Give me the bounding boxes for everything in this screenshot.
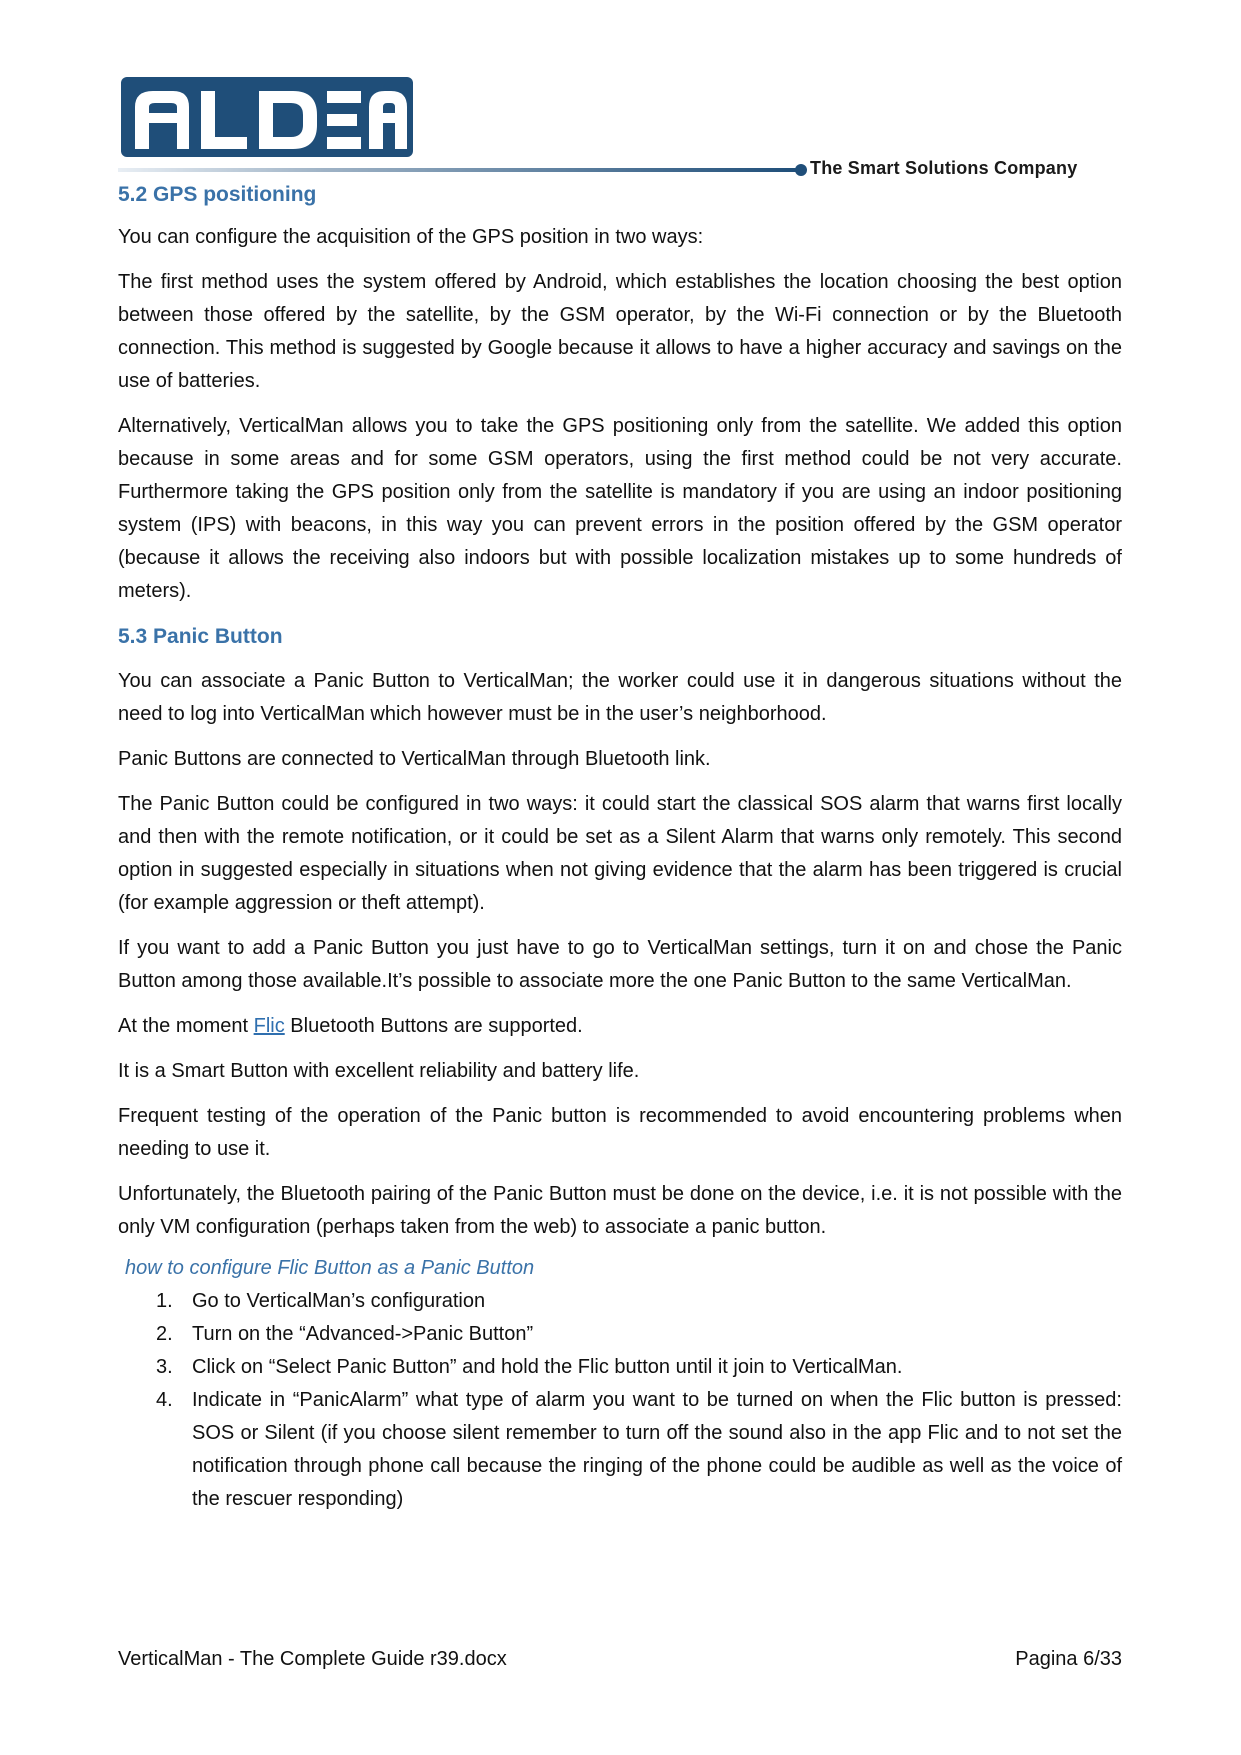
paragraph: Panic Buttons are connected to VerticalMan through Bluetooth link. xyxy=(118,748,711,770)
step-number: 3. xyxy=(156,1356,173,1378)
footer-document-name: VerticalMan - The Complete Guide r39.docx xyxy=(118,1648,507,1670)
document-body xyxy=(118,178,1122,1516)
list-item xyxy=(118,1285,1122,1318)
list-item xyxy=(118,1318,1122,1351)
header-rule-dot-icon xyxy=(795,164,807,176)
company-tagline: The Smart Solutions Company xyxy=(810,158,1078,178)
paragraph: Alternatively, VerticalMan allows you to take the GPS positioning only from the satellite. We added this option because in some areas and for some GSM operators, using the first method could be not very accurate. Furthermore taking the GPS position only from the satellite is mandatory if you are using an indoor positioning system (IPS) with beacons, in this way you can prevent errors in the position offered by the GSM operator (because it allows the receiving also indoors but with possible localization mistakes up to some hundreds of meters). xyxy=(118,415,1122,602)
flic-link[interactable]: Flic xyxy=(253,1015,285,1037)
page-footer xyxy=(118,1648,1122,1671)
heading-panic-button: 5.3 Panic Button xyxy=(118,625,283,648)
list-item xyxy=(118,1384,1122,1516)
header-rule xyxy=(118,168,798,172)
step-number: 1. xyxy=(156,1290,173,1312)
paragraph: You can associate a Panic Button to VerticalMan; the worker could use it in dangerous situations without the need to log into VerticalMan which however must be in the user’s neighborhood. xyxy=(118,670,1122,725)
aldea-logo-icon xyxy=(121,77,413,165)
page-header xyxy=(118,72,1128,182)
footer-page-number: Pagina 6/33 xyxy=(1015,1648,1122,1670)
paragraph: The Panic Button could be configured in two ways: it could start the classical SOS alarm that warns first locally and then with the remote notification, or it could be set as a Silent Alarm that warns only remotely. This second option in suggested especially in situations when not giving evidence that the alarm has been triggered is crucial (for example aggression or theft attempt). xyxy=(118,793,1122,914)
text: At the moment xyxy=(118,1015,254,1037)
step-text: Indicate in “PanicAlarm” what type of alarm you want to be turned on when the Flic button is pressed: SOS or Silent (if you choose silent remember to turn off the sound also in the app Flic and to not set the notification through phone call because the ringing of the phone could be audible as well as the voice of the rescuer responding) xyxy=(192,1389,1122,1510)
paragraph: Frequent testing of the operation of the Panic button is recommended to avoid encountering problems when needing to use it. xyxy=(118,1105,1122,1160)
paragraph: Unfortunately, the Bluetooth pairing of the Panic Button must be done on the device, i.e. it is not possible with the only VM configuration (perhaps taken from the web) to associate a panic button. xyxy=(118,1183,1122,1238)
heading-gps-positioning: 5.2 GPS positioning xyxy=(118,183,317,206)
paragraph: You can configure the acquisition of the GPS position in two ways: xyxy=(118,226,704,248)
paragraph: It is a Smart Button with excellent reliability and battery life. xyxy=(118,1060,640,1082)
step-text: Go to VerticalMan’s configuration xyxy=(192,1290,486,1312)
paragraph: The first method uses the system offered by Android, which establishes the location choosing the best option between those offered by the satellite, by the GSM operator, by the Wi-Fi connection or by the Bluetooth connection. This method is suggested by Google because it allows to have a higher accuracy and savings on the use of batteries. xyxy=(118,271,1122,392)
text: Bluetooth Buttons are supported. xyxy=(284,1015,583,1037)
step-text: Turn on the “Advanced->Panic Button” xyxy=(192,1323,534,1345)
step-number: 2. xyxy=(156,1323,173,1345)
subheading-configure-flic: how to configure Flic Button as a Panic Button xyxy=(125,1257,535,1279)
step-number: 4. xyxy=(156,1389,173,1411)
step-text: Click on “Select Panic Button” and hold the Flic button until it join to VerticalMan. xyxy=(192,1356,903,1378)
steps-list xyxy=(118,1285,1122,1516)
paragraph-flic xyxy=(118,1010,1122,1043)
list-item xyxy=(118,1351,1122,1384)
paragraph: If you want to add a Panic Button you just have to go to VerticalMan settings, turn it on and chose the Panic Button among those available.It’s possible to associate more the one Panic Button to the same VerticalMan. xyxy=(118,937,1122,992)
